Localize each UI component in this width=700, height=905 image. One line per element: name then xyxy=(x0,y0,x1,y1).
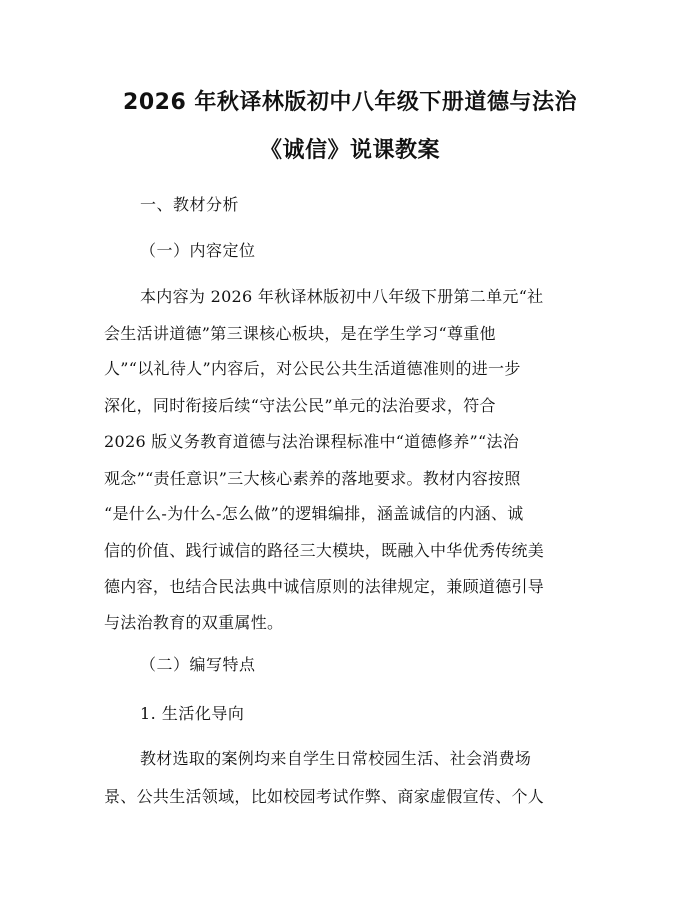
section-heading-textbook-analysis: 一、教材分析 xyxy=(140,195,240,214)
paragraph-line: 会生活讲道德”第三课核心板块，是在学生学习“尊重他 xyxy=(104,324,496,343)
document-title-line-2: 《诚信》说课教案 xyxy=(259,138,440,163)
paragraph-line: 景、公共生活领域，比如校园考试作弊、商家虚假宣传、个人 xyxy=(104,787,545,806)
paragraph-line: 2026 版义务教育道德与法治课程标准中“道德修养”“法治 xyxy=(104,432,520,451)
subsection-heading-writing-features: （二）编写特点 xyxy=(140,655,256,674)
paragraph-line: 深化，同时衔接后续“守法公民”单元的法治要求，符合 xyxy=(104,396,496,415)
paragraph-line: 人”“以礼待人”内容后，对公民公共生活道德准则的进一步 xyxy=(104,359,521,378)
paragraph-line: “是什么-为什么-怎么做”的逻辑编排，涵盖诚信的内涵、诚 xyxy=(104,504,524,523)
paragraph-line: 教材选取的案例均来自学生日常校园生活、社会消费场 xyxy=(140,749,532,768)
document-title-line-1: 2026 年秋译林版初中八年级下册道德与法治 xyxy=(123,90,577,115)
paragraph-line: 观念”“责任意识”三大核心素养的落地要求。教材内容按照 xyxy=(104,469,521,488)
subsection-heading-content-positioning: （一）内容定位 xyxy=(140,241,256,260)
item-heading-life-oriented: 1. 生活化导向 xyxy=(140,704,245,723)
paragraph-line: 德内容，也结合民法典中诚信原则的法律规定，兼顾道德引导 xyxy=(104,577,545,596)
paragraph-line: 与法治教育的双重属性。 xyxy=(104,613,284,632)
paragraph-line: 本内容为 2026 年秋译林版初中八年级下册第二单元“社 xyxy=(140,287,544,306)
paragraph-line: 信的价值、践行诚信的路径三大模块，既融入中华优秀传统美 xyxy=(104,541,545,560)
